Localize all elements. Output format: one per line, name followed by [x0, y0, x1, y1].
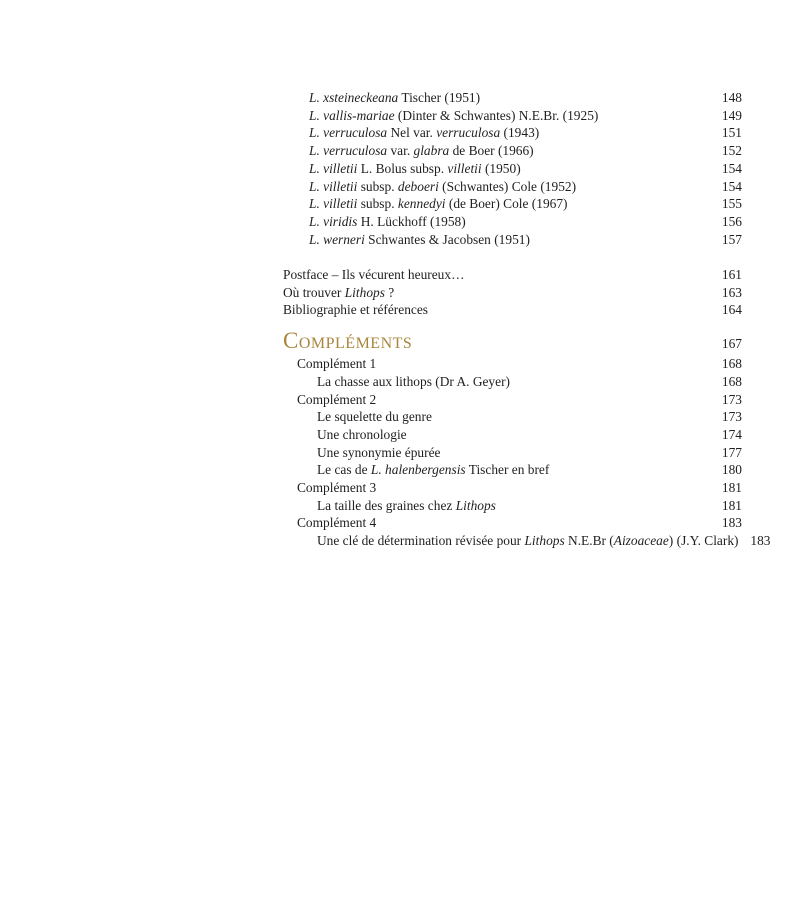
entry-title — [283, 444, 710, 462]
toc-entry — [283, 373, 742, 391]
toc-entry — [283, 160, 742, 178]
title-segment: subsp. — [357, 178, 398, 194]
toc-entry — [283, 391, 742, 409]
title-segment: L. verruculosa — [309, 143, 388, 159]
toc-entry — [283, 408, 742, 426]
title-segment: L. xsteineckeana — [309, 90, 399, 105]
title-segment: Complément 2 — [297, 391, 377, 407]
title-segment: H. Lückhoff (1958) — [357, 213, 466, 229]
title-segment: L. verruculosa — [309, 125, 388, 141]
entry-title — [283, 461, 710, 479]
title-segment: (Schwantes) Cole (1952) — [438, 178, 577, 194]
toc-entry — [283, 426, 742, 444]
entry-page-number: 152 — [721, 143, 742, 159]
entry-title — [283, 124, 710, 142]
entry-page-number: 148 — [721, 90, 742, 105]
entry-title — [283, 426, 710, 444]
title-segment: Nel var. — [387, 125, 437, 141]
title-segment: Lithops — [344, 284, 385, 300]
entry-title — [283, 514, 710, 532]
title-segment: Lithops — [455, 497, 496, 513]
title-segment: (de Boer) Cole (1967) — [445, 196, 568, 212]
title-segment: deboeri — [397, 178, 439, 194]
entry-page-number: 183 — [750, 533, 771, 549]
entry-page-number: 173 — [721, 391, 742, 407]
title-segment: ) (J.Y. Clark) — [668, 533, 739, 549]
entry-page-number: 149 — [721, 107, 742, 123]
title-segment: Complément 4 — [297, 515, 377, 531]
title-segment: Lithops — [524, 533, 565, 549]
title-segment: L. halenbergensis — [370, 462, 466, 478]
title-segment: var. — [387, 143, 414, 159]
title-segment: glabra — [413, 143, 450, 159]
entry-page-number: 154 — [721, 160, 742, 176]
toc-entry — [283, 497, 742, 515]
toc-entry — [283, 355, 742, 373]
entry-page-number: 155 — [721, 196, 742, 212]
toc-entry — [283, 195, 742, 213]
toc-entry — [283, 107, 742, 125]
entry-title — [283, 231, 710, 249]
toc-section-heading — [283, 330, 742, 355]
title-segment: La chasse aux lithops (Dr A. Geyer) — [317, 373, 510, 389]
entry-title — [283, 266, 710, 284]
title-segment: L. vallis-mariae — [309, 107, 395, 123]
entry-title — [283, 301, 710, 319]
entry-title — [283, 391, 710, 409]
toc-entry — [283, 124, 742, 142]
title-segment: (1950) — [481, 160, 521, 176]
entry-title — [283, 195, 710, 213]
toc-entry — [283, 231, 742, 249]
entry-title — [283, 479, 710, 497]
title-segment: villetii — [447, 160, 482, 176]
entry-page-number: 174 — [721, 426, 742, 442]
title-segment: Une synonymie épurée — [317, 444, 441, 460]
entry-title — [283, 284, 710, 302]
entry-title — [283, 355, 710, 373]
title-segment: (Dinter & Schwantes) N.E.Br. (1925) — [394, 107, 599, 123]
title-segment: Complément 1 — [297, 356, 377, 372]
entry-page-number: 180 — [721, 462, 742, 478]
entry-title — [283, 408, 710, 426]
toc-entry — [283, 213, 742, 231]
entry-page-number: 161 — [721, 267, 742, 283]
entry-title — [283, 213, 710, 231]
entry-page-number: 151 — [721, 125, 742, 141]
title-segment: kennedyi — [397, 196, 446, 212]
entry-page-number: 154 — [721, 178, 742, 194]
title-segment: Tischer en bref — [465, 462, 550, 478]
entry-page-number: 157 — [721, 231, 742, 247]
entry-title — [283, 330, 710, 352]
toc-entry — [283, 266, 742, 284]
toc-entry — [283, 514, 742, 532]
title-segment: L. viridis — [309, 213, 358, 229]
entry-title — [283, 497, 710, 515]
title-segment: La taille des graines chez — [317, 497, 456, 513]
title-segment: ? — [384, 284, 395, 300]
toc-entry — [283, 284, 742, 302]
title-segment: Une chronologie — [317, 426, 407, 442]
entry-page-number: 163 — [721, 284, 742, 300]
title-segment: Bibliographie et références — [283, 302, 428, 318]
title-segment: Une clé de détermination révisée pour — [317, 533, 525, 549]
title-segment: Le cas de — [317, 462, 371, 478]
title-segment: de Boer (1966) — [449, 143, 534, 159]
table-of-contents — [283, 89, 771, 550]
title-segment: verruculosa — [436, 125, 501, 141]
toc-entry — [283, 532, 771, 550]
toc-entry — [283, 142, 742, 160]
entry-title — [283, 178, 710, 196]
title-segment: L. Bolus subsp. — [357, 160, 448, 176]
entry-page-number: 168 — [721, 356, 742, 372]
toc-entry — [283, 479, 742, 497]
entry-page-number: 183 — [721, 515, 742, 531]
toc-entry — [283, 444, 742, 462]
toc-entry — [283, 89, 742, 107]
title-segment: subsp. — [357, 196, 398, 212]
entry-title — [283, 107, 710, 125]
entry-title — [283, 142, 710, 160]
toc-entry — [283, 178, 742, 196]
title-segment: N.E.Br ( — [564, 533, 614, 549]
entry-page-number: 181 — [721, 480, 742, 496]
title-segment: Tischer (1951) — [398, 90, 481, 105]
title-segment: Le squelette du genre — [317, 409, 432, 425]
entry-page-number: 168 — [721, 373, 742, 389]
title-segment: Aizoaceae — [613, 533, 669, 549]
title-segment: L. villetii — [309, 196, 358, 212]
title-segment: L. villetii — [309, 160, 358, 176]
entry-page-number: 164 — [721, 302, 742, 318]
title-segment: Compléments — [283, 328, 413, 354]
title-segment: Où trouver — [283, 284, 345, 300]
entry-title — [283, 532, 738, 550]
title-segment: (1943) — [500, 125, 540, 141]
title-segment: Schwantes & Jacobsen (1951) — [364, 231, 530, 247]
entry-title — [283, 373, 710, 391]
title-segment: Postface – Ils vécurent heureux… — [283, 267, 465, 283]
title-segment: L. villetii — [309, 178, 358, 194]
toc-entry — [283, 461, 742, 479]
entry-title — [283, 160, 710, 178]
entry-page-number: 181 — [721, 497, 742, 513]
entry-page-number: 173 — [721, 409, 742, 425]
entry-page-number: 177 — [721, 444, 742, 460]
title-segment: L. werneri — [309, 231, 365, 247]
entry-page-number: 167 — [721, 336, 742, 352]
title-segment: Complément 3 — [297, 480, 377, 496]
entry-page-number: 156 — [721, 213, 742, 229]
toc-entry — [283, 301, 742, 319]
entry-title — [283, 89, 710, 107]
